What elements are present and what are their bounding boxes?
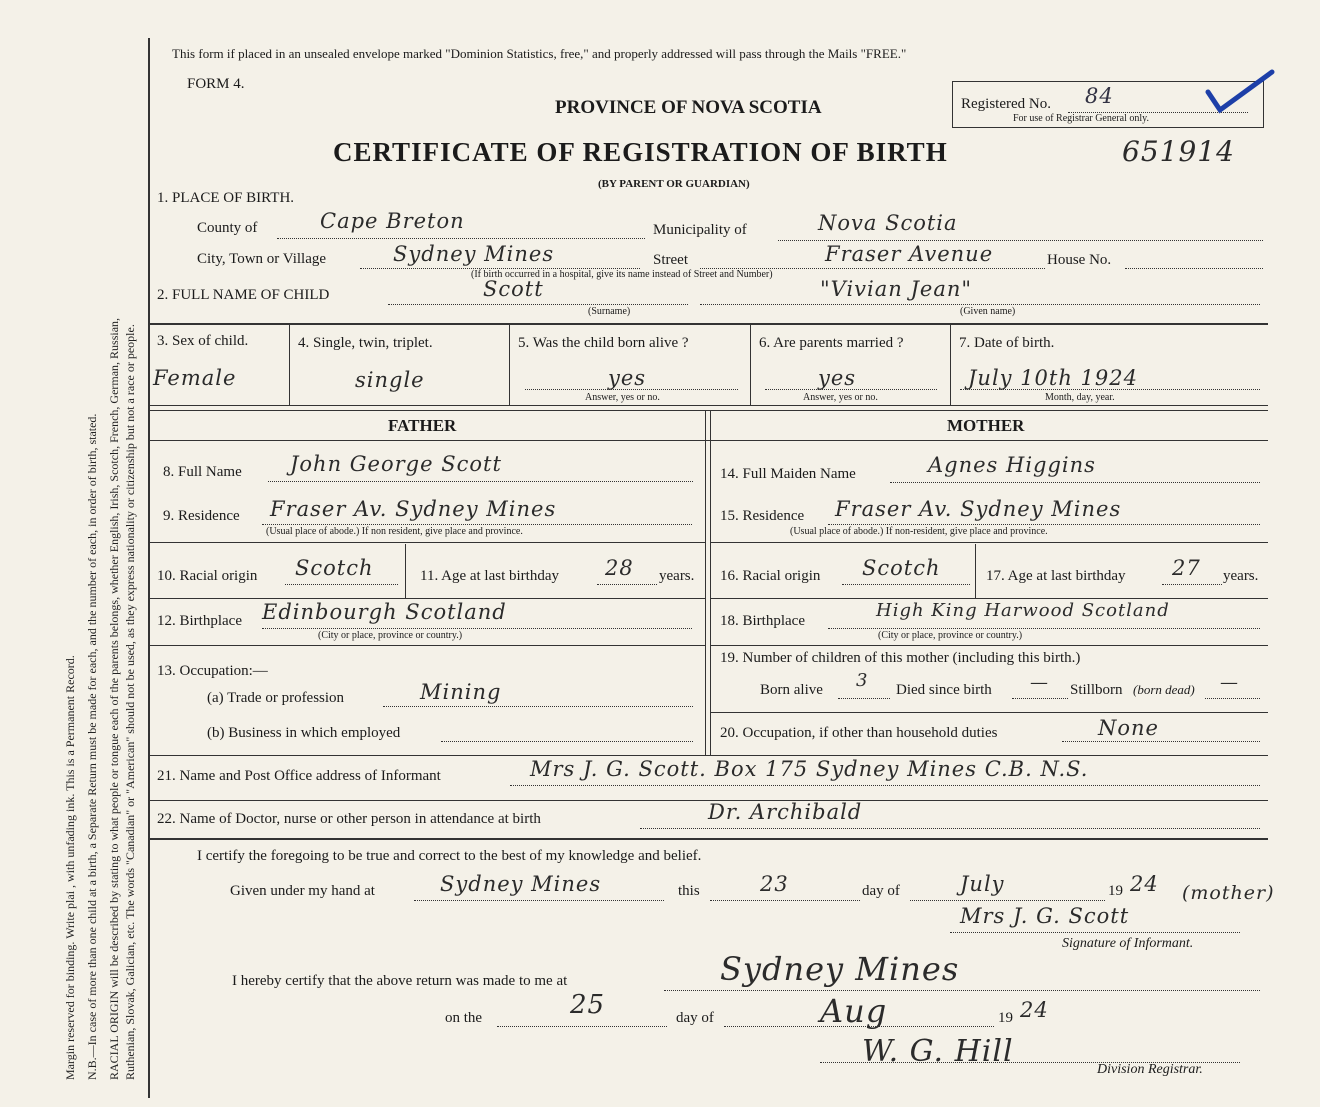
rule-row3-v2	[509, 325, 510, 405]
margin-note-racial-origin-2: Ruthenian, Slovak, Galician, etc. The words "Canadian" or "American" should not be used, as they express nationality or citizenship but not a race or people.	[123, 324, 137, 1080]
city-label: City, Town or Village	[197, 251, 327, 267]
doctor-line	[640, 828, 1260, 829]
rule-row3-v4	[950, 325, 951, 405]
province-heading: PROVINCE OF NOVA SCOTIA	[555, 97, 822, 118]
place-of-birth-heading: 1. PLACE OF BIRTH.	[157, 190, 295, 206]
given-day-line	[710, 900, 860, 901]
father-residence-value: Fraser Av. Sydney Mines	[270, 497, 557, 521]
stillborn-label: Stillborn	[1070, 682, 1123, 698]
county-label: County of	[197, 220, 258, 236]
father-residence-caption: (Usual place of abode.) If non resident, give place and province.	[266, 526, 523, 537]
stillborn-line	[1205, 698, 1260, 699]
margin-note-nb: N.B.—In case of more than one child at a birth, a Separate Return must be made for each, and the number of each, in order of birth, stated.	[85, 413, 99, 1080]
father-trade-value: Mining	[420, 680, 502, 704]
form-left-border	[148, 38, 150, 1098]
mother-racial-value: Scotch	[862, 556, 941, 580]
died-since-birth-value: —	[1030, 672, 1049, 693]
registrar-place-value: Sydney Mines	[720, 950, 960, 988]
informant-line	[510, 785, 1260, 786]
born-alive-count-line	[838, 698, 890, 699]
county-value: Cape Breton	[320, 209, 465, 233]
father-name-label: 8. Full Name	[163, 464, 242, 480]
child-name-label: 2. FULL NAME OF CHILD	[157, 287, 330, 303]
father-racial-value: Scotch	[295, 556, 374, 580]
mail-notice: This form if placed in an unsealed envelope marked "Dominion Statistics, free," and properly addressed will pass through the Mails "FREE."	[172, 46, 907, 61]
given-place-value: Sydney Mines	[440, 872, 602, 896]
mother-birthplace-caption: (City or place, province or country.)	[878, 630, 1023, 641]
father-heading: FATHER	[388, 416, 457, 435]
municipality-value: Nova Scotia	[818, 211, 958, 235]
plurality-value: single	[355, 368, 425, 392]
city-value: Sydney Mines	[393, 242, 555, 266]
parents-married-caption: Answer, yes or no.	[803, 392, 878, 403]
street-value: Fraser Avenue	[825, 242, 994, 266]
registered-label: Registered No.	[961, 96, 1051, 112]
given-month-value: July	[960, 872, 1005, 896]
rule-row3-bottom	[148, 405, 1268, 406]
mother-name-line	[890, 482, 1260, 483]
hospital-note: (If birth occurred in a hospital, give its name instead of Street and Number)	[471, 269, 773, 280]
rule-doctor	[148, 838, 1268, 840]
stillborn-value: —	[1220, 672, 1239, 693]
father-name-line	[268, 481, 693, 482]
given-place-line	[414, 900, 664, 901]
registrar-day-line	[497, 1026, 667, 1027]
given-day-value: 23	[760, 872, 789, 896]
registrar-year-value: 24	[1020, 998, 1049, 1022]
house-number-label: House No.	[1047, 252, 1112, 268]
parents-married-value: yes	[818, 366, 857, 390]
died-since-birth-line	[1012, 698, 1068, 699]
date-of-birth-caption: Month, day, year.	[1045, 392, 1115, 403]
rule-father-residence	[148, 542, 705, 543]
mother-heading: MOTHER	[947, 416, 1025, 435]
father-birthplace-caption: (City or place, province or country.)	[318, 630, 463, 641]
father-birthplace-value: Edinbourgh Scotland	[262, 600, 507, 624]
sex-value: Female	[153, 366, 237, 390]
born-alive-caption: Answer, yes or no.	[585, 392, 660, 403]
given-month-line	[910, 900, 1105, 901]
father-racial-line	[285, 584, 398, 585]
mother-children-label: 19. Number of children of this mother (including this birth.)	[720, 650, 1081, 666]
given-day-of-label: day of	[862, 883, 900, 899]
certificate-title: CERTIFICATE OF REGISTRATION OF BIRTH	[333, 137, 948, 167]
stillborn-note: (born dead)	[1133, 682, 1195, 697]
born-alive-value: yes	[608, 366, 647, 390]
father-business-label: (b) Business in which employed	[207, 725, 401, 741]
handwritten-number: 651914	[1122, 135, 1235, 168]
registrar-on-label: on the	[445, 1010, 483, 1026]
registrar-day-of-label: day of	[676, 1010, 714, 1026]
father-birthplace-line	[262, 628, 692, 629]
given-under-label: Given under my hand at	[230, 883, 375, 899]
margin-note-binding: Margin reserved for binding. Write plai , with unfading ink. This is a Permanent Record.	[63, 655, 77, 1080]
given-this-label: this	[678, 883, 700, 899]
house-number-line	[1125, 268, 1263, 269]
father-business-line	[441, 741, 693, 742]
registrar-year-prefix: 19	[998, 1010, 1013, 1026]
rule-father-racial-v	[405, 544, 406, 598]
rule-row3-v1	[289, 325, 290, 405]
informant-signature-caption: Signature of Informant.	[1062, 936, 1194, 951]
mother-occupation-value: None	[1098, 716, 1159, 740]
mother-racial-line	[842, 584, 970, 585]
registrar-signature: W. G. Hill	[862, 1034, 1014, 1069]
rule-mother-racial	[710, 598, 1268, 599]
informant-signature: Mrs J. G. Scott	[960, 904, 1130, 928]
rule-row3-v3	[750, 325, 751, 405]
mother-residence-caption: (Usual place of abode.) If non-resident, give place and province.	[790, 526, 1048, 537]
mother-years-label: years.	[1223, 568, 1259, 584]
mother-birthplace-line	[828, 628, 1260, 629]
father-age-label: 11. Age at last birthday	[420, 568, 559, 584]
mother-age-label: 17. Age at last birthday	[986, 568, 1126, 584]
rule-mother-racial-v	[975, 544, 976, 598]
born-alive-label: 5. Was the child born alive ?	[518, 335, 689, 351]
mother-residence-line	[828, 524, 1260, 525]
street-label: Street	[653, 252, 688, 268]
mother-birthplace-label: 18. Birthplace	[720, 613, 805, 629]
checkmark-icon	[1200, 66, 1280, 116]
born-alive-count: 3	[856, 670, 869, 691]
father-birthplace-label: 12. Birthplace	[157, 613, 242, 629]
rule-father-birthplace	[148, 645, 705, 646]
registrar-place-line	[664, 990, 1260, 991]
rule-mother-birthplace	[710, 645, 1268, 646]
rule-parents-heading	[148, 440, 1268, 441]
certification-statement: I certify the foregoing to be true and correct to the best of my knowledge and belief.	[197, 848, 702, 864]
mother-age-value: 27	[1172, 556, 1201, 580]
mother-name-value: Agnes Higgins	[928, 453, 1096, 477]
child-given-name: "Vivian Jean"	[820, 277, 973, 301]
died-since-birth-label: Died since birth	[896, 682, 992, 698]
mother-residence-value: Fraser Av. Sydney Mines	[835, 497, 1122, 521]
father-residence-line	[262, 524, 692, 525]
parents-divider-2	[710, 410, 711, 755]
parents-married-label: 6. Are parents married ?	[759, 335, 904, 351]
child-given-line	[700, 304, 1260, 305]
doctor-label: 22. Name of Doctor, nurse or other person in attendance at birth	[157, 811, 541, 827]
certificate-subtitle: (BY PARENT OR GUARDIAN)	[598, 178, 750, 190]
mother-residence-label: 15. Residence	[720, 508, 805, 524]
mother-age-line	[1162, 584, 1222, 585]
form-number: FORM 4.	[187, 76, 245, 92]
rule-row3-top	[148, 323, 1268, 325]
date-of-birth-label: 7. Date of birth.	[959, 335, 1055, 351]
rule-father-racial	[148, 598, 705, 599]
registrar-statement: I hereby certify that the above return was made to me at	[232, 973, 568, 989]
father-racial-label: 10. Racial origin	[157, 568, 258, 584]
given-year-value: 24	[1130, 872, 1159, 896]
sex-label: 3. Sex of child.	[157, 333, 249, 349]
mother-racial-label: 16. Racial origin	[720, 568, 821, 584]
informant-role: (mother)	[1182, 882, 1275, 904]
registrar-month-value: Aug	[820, 992, 888, 1030]
doctor-value: Dr. Archibald	[708, 800, 863, 824]
child-surname: Scott	[483, 277, 544, 301]
registrar-caption: Division Registrar.	[1097, 1062, 1203, 1077]
rule-mother-residence	[710, 542, 1268, 543]
date-of-birth-value: July 10th 1924	[968, 366, 1139, 390]
rule-parents-top	[148, 410, 1268, 411]
plurality-label: 4. Single, twin, triplet.	[298, 335, 433, 351]
rule-parents-bottom	[148, 755, 1268, 756]
child-surname-line	[388, 304, 688, 305]
parents-divider	[705, 410, 706, 755]
registrar-day-value: 25	[570, 990, 606, 1020]
margin-note-racial-origin: RACIAL ORIGIN will be described by stating to what people or tongue each of the parents belongs, whether English, Irish, Scotch, French, German, Russian,	[107, 317, 121, 1080]
father-name-value: John George Scott	[290, 452, 502, 476]
informant-signature-line	[950, 932, 1240, 933]
father-residence-label: 9. Residence	[163, 508, 240, 524]
father-years-label: years.	[659, 568, 695, 584]
mother-birthplace-value: High King Harwood Scotland	[876, 600, 1170, 621]
given-year-prefix: 19	[1108, 883, 1123, 899]
county-line	[277, 238, 645, 239]
father-trade-label: (a) Trade or profession	[207, 690, 345, 706]
informant-value: Mrs J. G. Scott. Box 175 Sydney Mines C.B. N.S.	[530, 757, 1089, 781]
father-occupation-label: 13. Occupation:—	[157, 663, 268, 679]
mother-name-label: 14. Full Maiden Name	[720, 466, 856, 482]
mother-occupation-line	[1062, 741, 1260, 742]
father-age-value: 28	[605, 556, 634, 580]
informant-label: 21. Name and Post Office address of Informant	[157, 768, 441, 784]
mother-occupation-label: 20. Occupation, if other than household duties	[720, 725, 998, 741]
father-trade-line	[383, 706, 693, 707]
father-age-line	[597, 584, 657, 585]
surname-caption: (Surname)	[588, 306, 631, 317]
municipality-label: Municipality of	[653, 222, 747, 238]
given-name-caption: (Given name)	[960, 306, 1016, 317]
rule-mother-children	[710, 712, 1268, 713]
municipality-line	[778, 240, 1263, 241]
born-alive-count-label: Born alive	[760, 682, 823, 698]
registered-number: 84	[1085, 84, 1114, 108]
registrar-general-note: For use of Registrar General only.	[1013, 113, 1149, 124]
